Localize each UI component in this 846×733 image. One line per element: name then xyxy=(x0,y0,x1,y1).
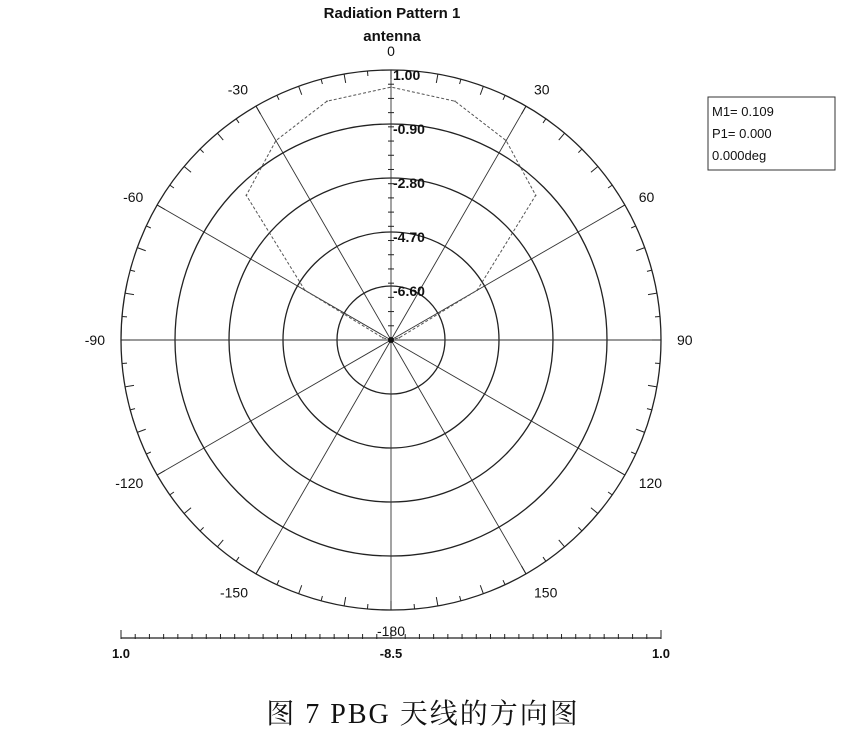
grid-tick xyxy=(503,95,505,100)
grid-tick xyxy=(636,429,644,432)
radial-labels xyxy=(393,67,425,299)
grid-tick xyxy=(299,585,302,593)
grid-tick xyxy=(617,471,625,476)
scale-label-2: 1.0 xyxy=(651,646,671,661)
figure-caption: 图 7 PBG 天线的方向图 xyxy=(266,699,580,730)
grid-tick xyxy=(184,508,191,514)
grid-tick xyxy=(608,185,612,188)
grid-tick xyxy=(170,185,174,188)
grid-tick xyxy=(543,119,546,123)
angle-label-180: -180 xyxy=(376,623,406,639)
grid-spoke-120 xyxy=(391,340,625,475)
grid-tick xyxy=(543,557,546,561)
grid-tick xyxy=(631,226,636,228)
grid-tick xyxy=(480,86,483,94)
grid-tick xyxy=(184,166,191,172)
angle-label-0: 0 xyxy=(387,43,395,59)
angle-label--150: -150 xyxy=(219,584,248,601)
grid-tick xyxy=(299,86,302,94)
chart-subtitle: antenna xyxy=(363,28,421,45)
marker-box xyxy=(708,97,835,170)
angle-label--60: -60 xyxy=(123,189,144,205)
angle-label--30: -30 xyxy=(227,81,248,98)
grid-tick xyxy=(130,270,135,271)
chart-title: Radiation Pattern 1 xyxy=(323,5,461,22)
grid-tick xyxy=(200,527,204,531)
grid-tick xyxy=(236,557,239,561)
angle-label-150: 150 xyxy=(534,584,558,601)
grid-tick xyxy=(522,106,527,114)
grid-tick xyxy=(277,95,279,100)
grid-tick xyxy=(480,585,483,593)
marker-p1: P1= 0.000 xyxy=(712,126,772,141)
pattern-point xyxy=(304,289,306,291)
grid-tick xyxy=(146,226,151,228)
grid-tick xyxy=(647,270,652,271)
grid-tick xyxy=(503,580,505,585)
grid-tick xyxy=(256,106,261,114)
pattern-point xyxy=(275,140,277,142)
grid-tick xyxy=(591,508,598,514)
grid-tick xyxy=(648,293,657,295)
grid-tick xyxy=(460,79,461,84)
grid-tick xyxy=(130,409,135,410)
grid-tick xyxy=(157,205,165,210)
grid-tick xyxy=(137,248,145,251)
angle-label--90: -90 xyxy=(84,332,105,348)
grid-tick xyxy=(608,492,612,495)
pattern-point xyxy=(398,337,400,339)
grid-tick xyxy=(648,385,657,387)
grid-spoke-240 xyxy=(157,340,391,475)
radial-label-0: 1.00 xyxy=(393,67,421,83)
grid-tick xyxy=(125,293,134,295)
grid-tick xyxy=(631,452,636,454)
angle-label-90: 90 xyxy=(677,332,693,348)
pattern-point xyxy=(246,195,248,197)
grid-tick xyxy=(146,452,151,454)
grid-tick xyxy=(617,205,625,210)
grid-tick xyxy=(321,596,322,601)
grid-tick xyxy=(436,597,438,606)
grid-tick xyxy=(344,597,346,606)
radial-label-2: -2.80 xyxy=(393,175,425,191)
grid-tick xyxy=(636,248,644,251)
radial-label-3: -4.70 xyxy=(393,229,425,245)
grid-tick xyxy=(522,566,527,574)
radial-label-1: -0.90 xyxy=(393,121,425,137)
pattern-point xyxy=(505,140,507,142)
angle-label-120: 120 xyxy=(638,475,663,491)
grid-tick xyxy=(436,74,438,83)
grid-tick xyxy=(321,79,322,84)
scale-label-1: -8.5 xyxy=(379,646,403,661)
grid-tick xyxy=(200,149,204,153)
pattern-point xyxy=(390,86,392,88)
marker-m1: M1= 0.109 xyxy=(712,104,774,119)
grid-tick xyxy=(591,166,598,172)
grid-tick xyxy=(578,149,582,153)
pattern-center xyxy=(388,337,394,343)
grid-tick xyxy=(217,133,223,140)
pattern-point xyxy=(326,100,328,102)
angle-label-60: 60 xyxy=(638,189,655,205)
grid-tick xyxy=(277,580,279,585)
grid-tick xyxy=(647,409,652,410)
grid-tick xyxy=(344,74,346,83)
grid-tick xyxy=(125,385,134,387)
grid-spoke-210 xyxy=(256,340,391,574)
grid-tick xyxy=(578,527,582,531)
marker-deg: 0.000deg xyxy=(712,148,767,163)
grid-tick xyxy=(137,429,145,432)
grid-tick xyxy=(217,540,223,547)
grid-tick xyxy=(460,596,461,601)
radial-label-4: -6.60 xyxy=(393,283,425,299)
pattern-point xyxy=(382,337,384,339)
radial-scale-bar xyxy=(112,630,670,661)
grid-spoke-150 xyxy=(391,340,526,574)
scale-label-0: 1.0 xyxy=(111,646,131,661)
pattern-point xyxy=(535,195,537,197)
grid-spoke-60 xyxy=(391,205,625,340)
grid-spoke-300 xyxy=(157,205,391,340)
grid-tick xyxy=(559,133,565,140)
grid-tick xyxy=(256,566,261,574)
grid-tick xyxy=(236,119,239,123)
angle-label--120: -120 xyxy=(115,475,144,491)
pattern-point xyxy=(454,100,456,102)
pattern-point xyxy=(476,289,478,291)
grid-tick xyxy=(559,540,565,547)
grid-tick xyxy=(170,492,174,495)
grid-tick xyxy=(157,471,165,476)
angle-label-30: 30 xyxy=(534,81,550,98)
